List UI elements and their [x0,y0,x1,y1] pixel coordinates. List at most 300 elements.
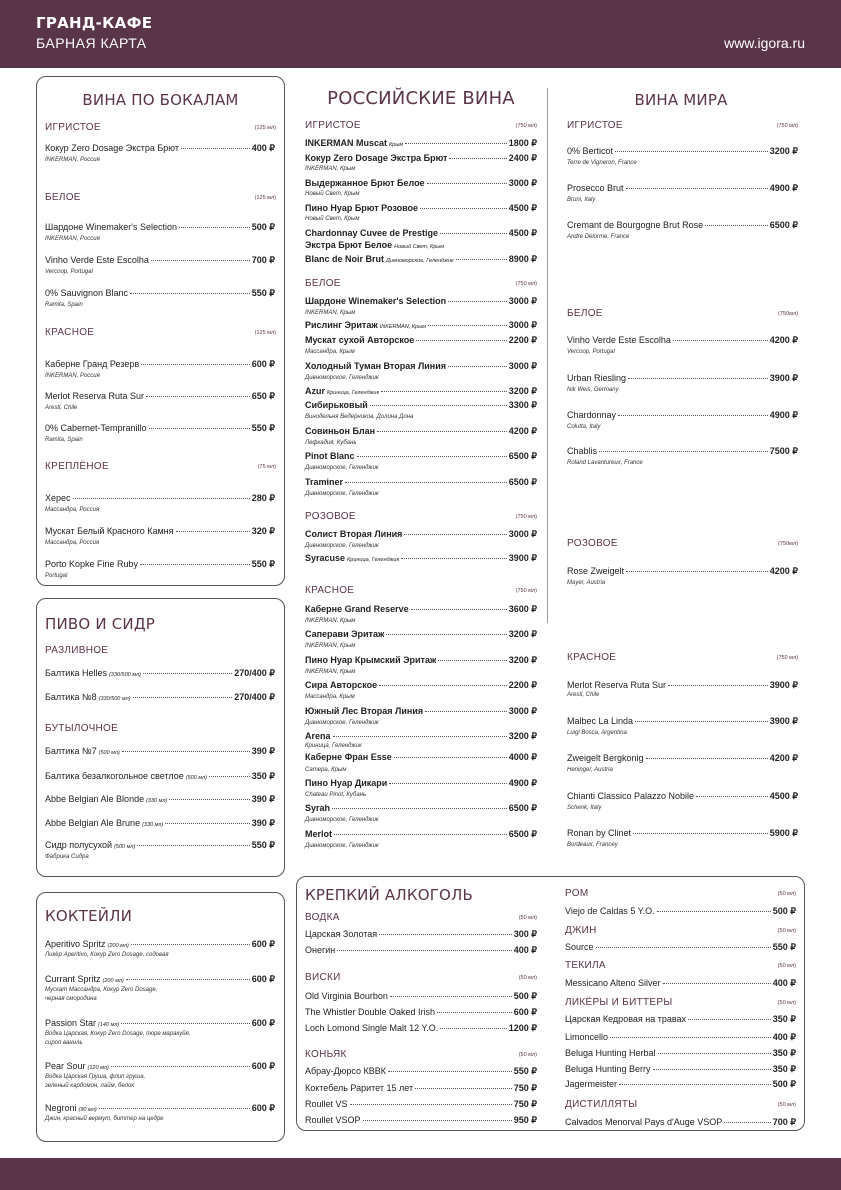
menu-item [45,794,275,805]
spirits-title: КРЕПКИЙ АЛКОГОЛЬ [305,886,474,904]
dot-leader [696,796,768,797]
item-origin: Дивноморское, Геленджик [305,543,379,549]
item-price: 4200 ₽ [769,753,798,763]
menu-item [305,655,537,666]
dot-leader [137,845,249,846]
item-name: Abbe Belgian Ale Brune [45,818,141,828]
item-name: 0% Cabernet-Tempranillo [45,423,147,433]
item-price: 4500 ₽ [508,203,537,213]
section-heading: КОНЬЯК [305,1049,347,1060]
item-price: 600 ₽ [251,1018,275,1028]
item-size: (330/500 мл) [98,696,131,702]
item-price: 6500 ₽ [508,829,537,839]
item-name: Chablis [567,446,598,456]
item-name: Porto Kopke Fine Ruby [45,559,139,569]
dot-leader [133,697,233,698]
dot-leader [165,823,249,824]
item-price: 390 ₽ [251,818,275,828]
item-origin: INKERMAN, Крым [305,643,356,649]
beer-cider-panel [36,598,285,877]
item-name: Abbe Belgian Ale Blonde [45,794,145,804]
menu-item [305,451,537,462]
dot-leader [635,721,768,722]
menu-item [305,296,537,307]
item-name: Chardonnay Cuvee de Prestige [305,228,439,238]
item-origin: Дивноморское, Геленджик [305,465,379,471]
item-origin: Luigi Bosca, Argentina [567,730,627,736]
dot-leader [73,498,250,499]
item-price: 5900 ₽ [769,828,798,838]
dot-leader [440,233,507,234]
item-price: 280 ₽ [251,493,275,503]
item-name: 0% Berticot [567,146,614,156]
menu-item [565,1032,796,1043]
item-origin: черная смородина [45,996,97,1002]
item-name: Negroni [45,1103,77,1113]
dot-leader [653,1069,771,1070]
russian-wines-title: РОССИЙСКИЕ ВИНА [327,88,515,109]
menu-item [45,771,275,782]
item-price: 3000 ₽ [508,178,537,188]
dot-leader [121,1023,249,1024]
item-origin: Andre Delorme, France [567,234,630,240]
dot-leader [169,799,249,800]
dot-leader [724,1122,770,1123]
item-origin: Nik Weis, Germany [567,387,619,393]
item-price: 650 ₽ [251,391,275,401]
item-price: 750 ₽ [513,1099,537,1109]
menu-item [45,493,275,504]
item-name: Limoncello [565,1032,609,1042]
menu-item [567,566,798,577]
menu-item [305,706,537,717]
item-origin: Vercoop, Portugal [567,349,615,355]
menu-item [45,1103,275,1114]
volume-label: (75 мл) [257,464,276,470]
item-price: 3900 ₽ [769,373,798,383]
section-heading: ЛИКЁРЫ И БИТТЕРЫ [565,997,673,1008]
header-bar [0,0,841,68]
dot-leader [176,531,250,532]
dot-leader [379,934,512,935]
volume-label: (750мл) [778,311,798,317]
dot-leader [345,482,507,483]
section-heading: КРАСНОЕ [45,327,95,338]
item-price: 4500 ₽ [769,791,798,801]
menu-item [305,1115,537,1126]
dot-leader [140,564,250,565]
menu-item [567,146,798,157]
dot-leader [179,227,250,228]
item-origin: Массандра, Россия [45,507,100,513]
item-origin: Colutta, Italy [567,424,601,430]
section-heading: ИГРИСТОЕ [567,120,623,131]
dot-leader [428,325,507,326]
item-size: (120 мл) [87,1065,109,1071]
item-size: (330 мл) [146,798,168,804]
menu-item [305,335,537,346]
item-price: 3300 ₽ [508,400,537,410]
menu-item [567,753,798,764]
item-origin-inline: Криница, Геленджик [327,390,380,396]
item-price: 550 ₽ [513,1066,537,1076]
dot-leader [599,451,768,452]
item-origin: INKERMAN, Крым [305,310,356,316]
volume-label: (750 мл) [515,588,537,594]
item-name: Шардоне Winemaker's Selection [305,296,447,306]
item-price: 1800 ₽ [508,138,537,148]
dot-leader [357,456,507,457]
item-name: Царская Кедровая на травах [565,1014,687,1024]
item-name: Cremant de Bourgogne Brut Rose [567,220,704,230]
item-price: 350 ₽ [772,1048,796,1058]
item-name: Рислинг Эритаж [305,320,378,330]
menu-item [305,629,537,640]
item-price: 500 ₽ [251,222,275,232]
item-name: Каберне Фран Esse [305,752,392,762]
item-price: 700 ₽ [251,255,275,265]
dot-leader [437,1012,512,1013]
item-name: Merlot Reserva Ruta Sur [45,391,145,401]
dot-leader [705,225,768,226]
item-name: Совиньон Блан [305,426,376,436]
volume-label: (50 мл) [777,928,796,934]
item-price: 4500 ₽ [508,228,537,238]
item-name: Ronan by Clinet [567,828,632,838]
menu-item [305,426,537,437]
menu-item [305,991,537,1002]
item-origin: Ramita, Spain [45,302,83,308]
item-name: Roullet VSOP [305,1115,361,1125]
menu-item [45,359,275,370]
item-name: Пино Нуар Крымский Эритаж [305,655,437,665]
menu-item [45,668,275,679]
item-price: 600 ₽ [251,939,275,949]
item-name: Херес [45,493,71,503]
menu-item [45,391,275,402]
item-origin: Ликёр Aperitivo, Кокур Zero Dosage, содовая [45,952,169,958]
menu-item [45,692,275,703]
menu-item [45,818,275,829]
brand-subtitle: БАРНАЯ КАРТА [36,35,147,51]
item-price: 3900 ₽ [769,716,798,726]
item-name: The Whistler Double Oaked Irish [305,1007,436,1017]
menu-item [567,183,798,194]
volume-label: (50 мл) [777,1102,796,1108]
item-price: 2200 ₽ [508,680,537,690]
item-price: 4900 ₽ [508,778,537,788]
item-origin: Лефкадия, Кубань [305,440,357,446]
item-price: 4900 ₽ [769,410,798,420]
dot-leader [658,1053,771,1054]
section-heading: ВИСКИ [305,972,341,983]
menu-item [305,1007,537,1018]
item-name: Syracuse [305,553,346,563]
item-name: Каберне Grand Reserve [305,604,409,614]
section-heading: ДЖИН [565,925,597,936]
section-heading: БЕЛОЕ [45,192,81,203]
item-name: Urban Riesling [567,373,627,383]
item-origin: INKERMAN, Крым [305,669,356,675]
item-origin-inline: Дивноморское, Геленджик [386,258,454,264]
volume-label: (50 мл) [777,963,796,969]
item-name: Prosecco Brut [567,183,624,193]
menu-item [305,203,537,214]
dot-leader [149,428,250,429]
menu-item [567,220,798,231]
menu-item [305,731,537,742]
menu-item [305,361,537,372]
item-name: Malbec La Linda [567,716,634,726]
menu-item [45,974,275,985]
item-price: 3200 ₽ [508,655,537,665]
menu-item [305,1083,537,1094]
dot-leader [332,808,507,809]
item-origin-inline: Крым [389,142,404,148]
dot-leader [389,783,506,784]
item-price: 350 ₽ [772,1014,796,1024]
dot-leader [619,1084,771,1085]
dot-leader [673,340,768,341]
item-origin: Aresti, Chile [45,405,78,411]
dot-leader [377,431,507,432]
section-heading: БЕЛОЕ [567,308,603,319]
menu-item [305,400,537,411]
item-price: 4200 ₽ [769,335,798,345]
item-origin: INKERMAN, Россия [45,236,100,242]
dot-leader [111,1066,250,1067]
menu-item [305,240,537,251]
item-origin: Дивноморское, Геленджик [305,375,379,381]
dot-leader [411,609,507,610]
item-name: Экстра Брют Белое [305,240,393,250]
menu-item [45,1018,275,1029]
dot-leader [390,996,512,997]
volume-label: (125 мл) [254,125,276,131]
dot-leader [663,983,771,984]
item-origin: Portugal [45,573,68,579]
menu-item [567,791,798,802]
dot-leader [628,378,768,379]
item-name: Абрау-Дюрсо КВВК [305,1066,387,1076]
item-name: Сибирьковый [305,400,368,410]
item-price: 4000 ₽ [508,752,537,762]
menu-item [305,803,537,814]
item-price: 400 ₽ [772,1032,796,1042]
menu-item [565,1014,796,1025]
item-price: 350 ₽ [251,771,275,781]
menu-item [567,716,798,727]
item-price: 600 ₽ [251,1061,275,1071]
dot-leader [420,208,507,209]
item-name: Кокур Zero Dosage Экстра Брют [305,153,448,163]
volume-label: (50 мл) [518,915,537,921]
menu-item [305,945,537,956]
item-price: 400 ₽ [513,945,537,955]
volume-label: (125 мл) [254,195,276,201]
menu-item [305,1023,537,1034]
item-price: 550 ₽ [251,423,275,433]
menu-item [305,752,537,763]
menu-item [305,477,537,488]
volume-label: (50 мл) [777,891,796,897]
world-wines-title: ВИНА МИРА [634,91,728,109]
menu-item [567,410,798,421]
volume-label: (750 мл) [515,514,537,520]
wines-by-glass-title: ВИНА ПО БОКАЛАМ [82,91,239,109]
item-price: 270/400 ₽ [234,692,275,702]
item-name: Шардоне Winemaker's Selection [45,222,178,232]
item-name: Blanc de Noir Brut [305,254,385,264]
item-name: Pinot Blanc [305,451,355,461]
dot-leader [438,660,506,661]
item-name: Vinho Verde Este Escolha [45,255,149,265]
dot-leader [425,711,507,712]
dot-leader [370,405,507,406]
dot-leader [181,148,250,149]
item-name: Саперави Эритаж [305,629,385,639]
dot-leader [350,1104,512,1105]
item-origin: Новый Свет, Крым [305,191,360,197]
item-price: 390 ₽ [251,794,275,804]
menu-item [305,320,537,331]
item-origin-inline: Новый Свет, Крым [394,244,445,250]
menu-item [45,255,275,266]
dot-leader [126,979,250,980]
dot-leader [646,758,768,759]
item-name: Merlot [305,829,332,839]
item-origin: Bruni, Italy [567,197,596,203]
item-price: 500 ₽ [513,991,537,1001]
item-price: 600 ₽ [513,1007,537,1017]
item-price: 600 ₽ [251,1103,275,1113]
brand-title: ГРАНД-КАФЕ [36,14,153,32]
dot-leader [668,685,768,686]
dot-leader [146,396,250,397]
item-price: 750 ₽ [513,1083,537,1093]
dot-leader [388,1071,512,1072]
item-origin: INKERMAN, Россия [45,373,100,379]
item-price: 2200 ₽ [508,335,537,345]
dot-leader [337,950,511,951]
item-name: Балтика №8 [45,692,97,702]
menu-item [565,1079,796,1090]
item-name: Old Virginia Bourbon [305,991,388,1001]
item-size: (500 мл) [185,775,207,781]
item-price: 8900 ₽ [508,254,537,264]
item-price: 3200 ₽ [769,146,798,156]
item-name: Rose Zweigelt [567,566,625,576]
dot-leader [618,415,768,416]
item-origin: Массандра, Россия [45,540,100,546]
menu-item [45,143,275,154]
item-origin: Ramita, Spain [45,437,83,443]
beer-title: ПИВО И СИДР [45,615,156,633]
item-price: 3000 ₽ [508,361,537,371]
menu-item [45,746,275,757]
menu-item [567,373,798,384]
item-name: Царская Золотая [305,929,378,939]
volume-label: (750 мл) [515,281,537,287]
section-heading: ВОДКА [305,912,340,923]
section-heading: КРАСНОЕ [305,585,355,596]
item-name: Pear Sour [45,1061,86,1071]
section-heading: РАЗЛИВНОЕ [45,645,109,656]
section-heading: РОЗОВОЕ [567,538,618,549]
item-origin: Дивноморское, Геленджик [305,720,379,726]
section-heading: РОЗОВОЕ [305,511,356,522]
item-price: 3900 ₽ [508,553,537,563]
menu-item [305,778,537,789]
item-name: Выдержанное Брют Белое [305,178,425,188]
item-price: 3000 ₽ [508,296,537,306]
item-size: (200 мл) [107,943,129,949]
volume-label: (50 мл) [518,1052,537,1058]
menu-item [567,335,798,346]
item-origin: Bordeaux, Francey [567,842,618,848]
menu-item [305,680,537,691]
item-origin: Сатера, Крым [305,767,347,773]
item-origin: Roland Lavantureux, France [567,460,643,466]
item-price: 3200 ₽ [508,731,537,741]
item-price: 3000 ₽ [508,529,537,539]
dot-leader [416,340,507,341]
item-origin: Мускат Массандра, Кокур Zero Dosage, [45,987,158,993]
item-size: (90 мл) [78,1107,97,1113]
item-name: Roullet VS [305,1099,348,1109]
dot-leader [363,1120,512,1121]
item-size: (330 мл) [142,822,164,828]
dot-leader [209,776,250,777]
item-price: 1200 ₽ [508,1023,537,1033]
item-name: Calvados Menorval Pays d'Auge VSOP [565,1117,723,1127]
item-name: Azur [305,386,325,396]
dot-leader [415,1088,512,1089]
item-price: 3600 ₽ [508,604,537,614]
item-price: 700 ₽ [772,1117,796,1127]
item-price: 3000 ₽ [508,706,537,716]
item-origin: Дивноморское, Геленджик [305,817,379,823]
menu-item [565,906,796,917]
item-name: Мускат сухой Авторское [305,335,415,345]
item-price: 550 ₽ [251,559,275,569]
item-origin: Vercoop, Portugal [45,269,93,275]
menu-item [565,1048,796,1059]
item-origin: INKERMAN, Крым [305,618,356,624]
item-origin: сироп ваниль [45,1040,83,1046]
item-name: Chardonnay [567,410,617,420]
item-name: Пино Нуар Брют Розовое [305,203,418,213]
item-origin: Terre de Vigneron, France [567,160,637,166]
dot-leader [143,673,232,674]
dot-leader [440,1028,506,1029]
item-name: Messicano Alteno Silver [565,978,661,988]
website-link[interactable]: www.igora.ru [724,35,805,51]
item-price: 6500 ₽ [769,220,798,230]
item-name: Балтика безалкогольное светлое [45,771,184,781]
item-name: Beluga Hunting Herbal [565,1048,656,1058]
item-price: 4900 ₽ [769,183,798,193]
item-name: Сидр полусухой [45,840,113,850]
item-price: 350 ₽ [772,1064,796,1074]
dot-leader [626,571,768,572]
item-name: Jagermeister [565,1079,618,1089]
item-name: INKERMAN Muscat [305,138,388,148]
item-origin: Водка Царская Груша, флип груша, [45,1074,146,1080]
dot-leader [633,833,768,834]
menu-item [305,228,537,239]
dot-leader [427,183,507,184]
